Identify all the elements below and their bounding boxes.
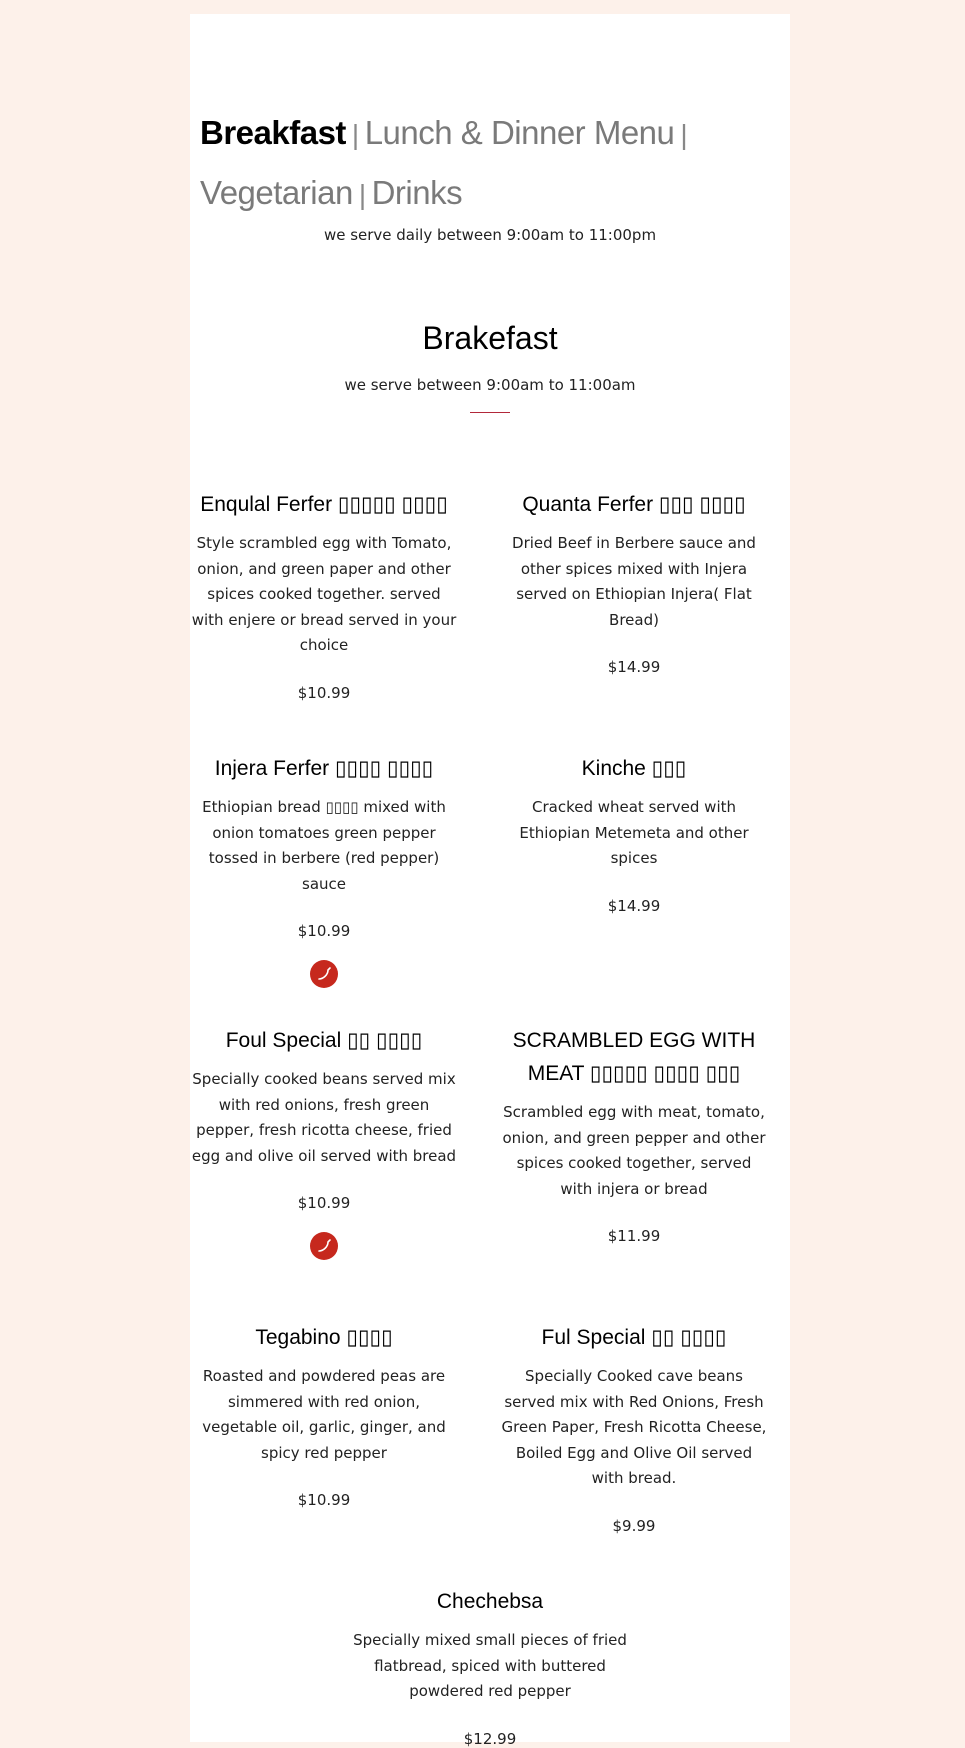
item-description: Specially cooked beans served mix with red onions, fresh green pepper, fresh ricotta cheese, fried egg and olive oil served with bread	[191, 1070, 457, 1165]
section-divider	[470, 412, 510, 413]
item-price: $9.99	[612, 1516, 656, 1535]
item-description: Style scrambled egg with Tomato, onion, and green paper and other spices cooked together. served with enjere or bread served in your choice	[191, 534, 457, 654]
menu-item	[190, 1321, 458, 1509]
menu-item	[500, 1321, 768, 1535]
item-price: $10.99	[297, 1194, 351, 1212]
menu-item	[500, 752, 768, 915]
menu-item	[345, 1585, 635, 1748]
item-title: Injera Ferfer ▯▯▯▯ ▯▯▯▯	[214, 757, 434, 780]
tab-drinks[interactable]: Drinks	[371, 174, 463, 211]
section-subtitle: we serve between 9:00am to 11:00am	[344, 376, 636, 394]
item-title: Tegabino ▯▯▯▯	[255, 1326, 393, 1349]
hours-note: we serve daily between 9:00am to 11:00pm	[323, 226, 657, 244]
item-title: Quanta Ferfer ▯▯▯ ▯▯▯▯	[522, 493, 746, 516]
tab-vegetarian[interactable]: Vegetarian	[200, 174, 353, 211]
menu-item	[500, 1024, 768, 1245]
item-description: Specially Cooked cave beans served mix with Red Onions, Fresh Green Paper, Fresh Ricotta Cheese, Boiled Egg and Olive Oil served with bread.	[501, 1367, 767, 1487]
item-title: Kinche ▯▯▯	[581, 757, 687, 780]
menu-item	[500, 488, 768, 676]
item-description: Ethiopian bread ▯▯▯▯ mixed with onion tomatoes green pepper tossed in berbere (red pepper) sauce	[202, 798, 446, 893]
item-price: $10.99	[297, 922, 351, 940]
item-title: Foul Special ▯▯ ▯▯▯▯	[225, 1029, 423, 1052]
chili-pepper-icon	[310, 1232, 338, 1260]
item-price: $14.99	[607, 658, 661, 676]
menu-item	[190, 752, 458, 988]
item-description: Specially mixed small pieces of fried flatbread, spiced with buttered powdered red pepper	[353, 1631, 627, 1700]
item-price: $11.99	[607, 1227, 661, 1245]
menu-item	[190, 1024, 458, 1260]
item-title: SCRAMBLED EGG WITH MEAT ▯▯▯▯▯ ▯▯▯▯ ▯▯▯	[512, 1029, 756, 1085]
item-description: Cracked wheat served with Ethiopian Metemeta and other spices	[519, 798, 749, 867]
item-price: $14.99	[607, 896, 661, 915]
tab-separator: |	[351, 119, 359, 150]
item-price: $10.99	[297, 1491, 351, 1509]
chili-pepper-icon	[310, 960, 338, 988]
section-title: Brakefast	[422, 320, 558, 356]
item-price: $10.99	[297, 683, 351, 702]
item-title: Ful Special ▯▯ ▯▯▯▯	[541, 1326, 727, 1349]
item-description: Roasted and powdered peas are simmered with red onion, vegetable oil, garlic, ginger, and spicy red pepper	[202, 1367, 446, 1462]
tab-separator: |	[680, 119, 688, 150]
item-description: Scrambled egg with meat, tomato, onion, and green pepper and other spices cooked together, served with injera or bread	[502, 1103, 766, 1198]
item-description: Dried Beef in Berbere sauce and other spices mixed with Injera served on Ethiopian Injera( Flat Bread)	[512, 534, 756, 629]
menu-item	[190, 488, 458, 702]
menu-tabs	[200, 104, 760, 224]
tab-separator: |	[358, 179, 366, 210]
item-title: Chechebsa	[436, 1590, 544, 1613]
tab-breakfast[interactable]: Breakfast	[200, 114, 346, 151]
item-title: Enqulal Ferfer ▯▯▯▯▯ ▯▯▯▯	[200, 493, 448, 516]
item-price: $12.99	[463, 1729, 517, 1748]
tab-lunch-dinner[interactable]: Lunch & Dinner Menu	[364, 114, 675, 151]
menu-card	[190, 14, 790, 1748]
